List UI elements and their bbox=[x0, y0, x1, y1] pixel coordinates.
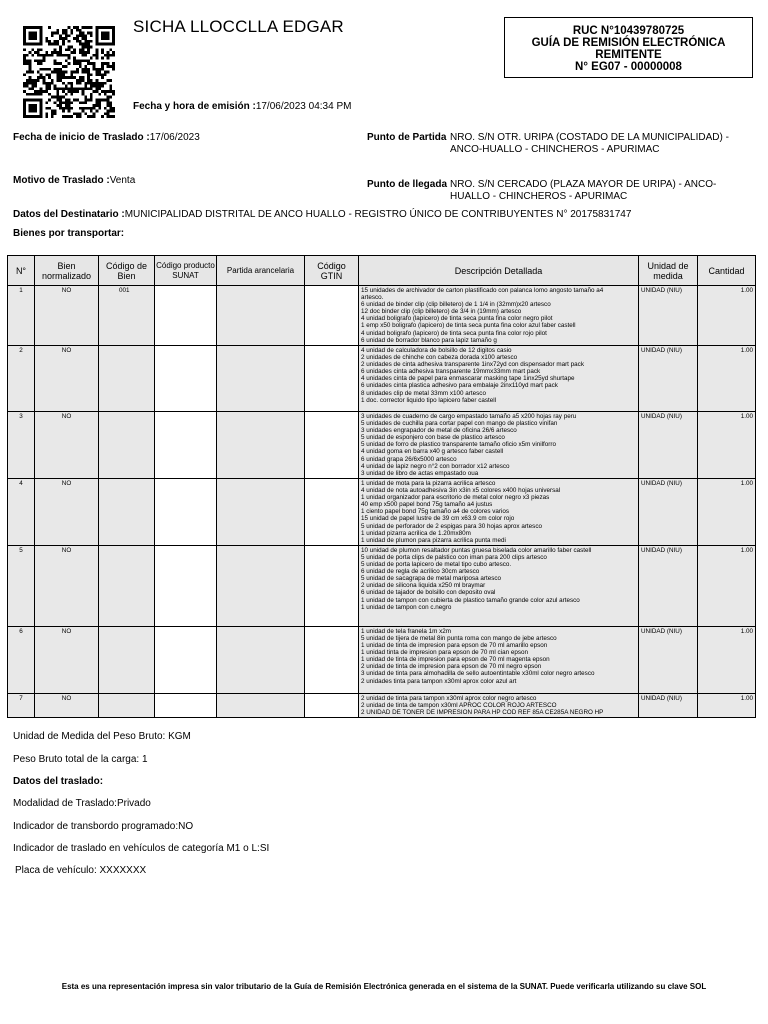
description-line: 5 unidad de forro de plastico transparente tamaño oficio x5m vinilforro bbox=[361, 441, 556, 449]
tariff-code bbox=[217, 693, 305, 717]
normalized-flag: NO bbox=[35, 626, 99, 693]
description-line: 2 unidad de tinta de impresion para epson de 70 ml negro epson bbox=[361, 663, 542, 671]
start-date-value: 17/06/2023 bbox=[149, 132, 200, 143]
table-row bbox=[8, 412, 756, 479]
quantity: 1.00 bbox=[698, 479, 756, 546]
description-line: 6 unidades cinta plastica adhesivo para embalaje 2inx110yd mart pack bbox=[361, 382, 558, 390]
description bbox=[359, 346, 639, 412]
col-header: Cantidad bbox=[698, 256, 756, 286]
description-line: 3 unidad de tinta para almohadilla de sello autoentintable x30ml color negro artesco bbox=[361, 670, 595, 678]
description-line: 2 unidades de cinta adhesiva transparente 1inx72yd con dispensador mart pack bbox=[361, 361, 584, 369]
emission-value: 17/06/2023 04:34 PM bbox=[255, 101, 352, 112]
document-title: GUÍA DE REMISIÓN ELECTRÓNICA bbox=[531, 37, 726, 49]
description bbox=[359, 545, 639, 626]
unit: UNIDAD (NIU) bbox=[639, 693, 698, 717]
document-number: N° EG07 - 00000008 bbox=[575, 61, 682, 73]
description-line: 15 unidad de papel lustre de 39 cm x63.9 cm color rojo bbox=[361, 515, 515, 523]
quantity: 1.00 bbox=[698, 412, 756, 479]
quantity: 1.00 bbox=[698, 286, 756, 346]
goods-table bbox=[7, 255, 756, 718]
unit: UNIDAD (NIU) bbox=[639, 346, 698, 412]
description-line: 2 unidades tinta para tampon x30ml aprox color azul art bbox=[361, 677, 517, 685]
item-code: 001 bbox=[99, 286, 155, 346]
document-id-box bbox=[504, 17, 753, 78]
gtin-code bbox=[305, 479, 359, 546]
description-line: 1 unidad de tinta de impresion para epson de 70 ml amarillo epson bbox=[361, 642, 548, 650]
description-line: 5 unidad de perforador de 2 espigas para 30 hojas aprox artesco bbox=[361, 522, 542, 530]
gtin-code bbox=[305, 626, 359, 693]
gtin-code bbox=[305, 545, 359, 626]
description-line: 1 doc. corrector liquido tipo lapicero faber castell bbox=[361, 396, 497, 404]
description-line: 6 unidad grapa 26/6x5000 artesco bbox=[361, 455, 457, 463]
description-line: 5 unidad de esponjero con base de plastico artesco bbox=[361, 434, 505, 442]
description-line: 1 unidad de mota para la pizarra acrilica artesco bbox=[361, 480, 496, 487]
item-code bbox=[99, 346, 155, 412]
emission-label: Fecha y hora de emisión : bbox=[133, 101, 256, 112]
col-header: Código producto SUNAT bbox=[155, 256, 217, 286]
transfer-data-title: Datos del traslado: bbox=[13, 776, 104, 787]
description-line: 5 unidades de cuchilla para cortar papel con mango de plastico vinifan bbox=[361, 420, 558, 428]
description-line: 3 unidades de cuaderno de cargo empastado tamaño a5 x200 hojas ray peru bbox=[361, 413, 577, 420]
table-row bbox=[8, 346, 756, 412]
emission-date bbox=[133, 101, 351, 112]
tariff-code bbox=[217, 545, 305, 626]
table-row bbox=[8, 693, 756, 717]
description-line: 3 unidad de libro de actas empastado oua bbox=[361, 469, 479, 477]
sunat-code bbox=[155, 286, 217, 346]
description-line: 1 unidad pizarra acrilica de 1.20mx80m bbox=[361, 529, 471, 537]
description-line: 4 unidad de nota autoadhesiva 3in x3in x5 colores x400 hojas universal bbox=[361, 487, 561, 495]
gtin-code bbox=[305, 346, 359, 412]
description-line: 1 unidad tinta de impresion para epson de 70 ml cian epson bbox=[361, 649, 528, 657]
item-code bbox=[99, 412, 155, 479]
row-number: 5 bbox=[8, 545, 35, 626]
gtin-code bbox=[305, 412, 359, 479]
description-line: 1 unidad de tampon con cubierta de plastico tamaño grande color azul artesco bbox=[361, 596, 580, 604]
recipient-value: MUNICIPALIDAD DISTRITAL DE ANCO HUALLO - REGISTRO ÚNICO DE CONTRIBUYENTES N° 20175831747 bbox=[124, 209, 632, 220]
unit: UNIDAD (NIU) bbox=[639, 545, 698, 626]
col-header: Unidad de medida bbox=[639, 256, 698, 286]
ruc-number: RUC N°10439780725 bbox=[572, 25, 685, 37]
qr-code bbox=[20, 26, 118, 118]
table-header-row bbox=[8, 256, 756, 286]
description-line: 4 unidad de calculadora de bolsillo de 12 digitos casio bbox=[361, 347, 512, 354]
tariff-code bbox=[217, 412, 305, 479]
row-number: 3 bbox=[8, 412, 35, 479]
row-number: 4 bbox=[8, 479, 35, 546]
gtin-code bbox=[305, 286, 359, 346]
tariff-code bbox=[217, 626, 305, 693]
description-line: 1 ciento papel bond 75g tamaño a4 de colores varios bbox=[361, 508, 510, 516]
normalized-flag: NO bbox=[35, 545, 99, 626]
recipient-label: Datos del Destinatario : bbox=[13, 209, 125, 220]
description-line: 6 unidad de binder clip (clip billetero) de 1 1/4 in (32mm)x20 artesco bbox=[361, 301, 551, 309]
description-line: 2 unidad de tinta de tampon x30ml APROC COLOR ROJO ARTESCO bbox=[361, 701, 557, 709]
description-line: 1 unidad organizador para escritorio de metal color negro x3 piezas bbox=[361, 494, 550, 502]
col-header: Bien normalizado bbox=[35, 256, 99, 286]
row-number: 6 bbox=[8, 626, 35, 693]
description-line: 12 doc binder clip (clip billetero) de 3/4 in (19mm) artesco bbox=[361, 308, 522, 316]
recipient bbox=[13, 209, 631, 220]
start-date bbox=[13, 132, 200, 143]
item-code bbox=[99, 693, 155, 717]
description-line: 1 unidad de tinta de impresion para epson de 70 ml magenta epson bbox=[361, 656, 550, 664]
transfer-motive bbox=[13, 175, 135, 186]
table-row bbox=[8, 479, 756, 546]
description bbox=[359, 412, 639, 479]
quantity: 1.00 bbox=[698, 693, 756, 717]
motive-label: Motivo de Traslado : bbox=[13, 175, 110, 186]
goods-heading: Bienes por transportar: bbox=[13, 228, 125, 239]
item-code bbox=[99, 545, 155, 626]
description-line: 5 unidad de tijera de metal 8in punta roma con mango de jebe artesco bbox=[361, 634, 557, 642]
vehicle-plate: Placa de vehículo: XXXXXXX bbox=[15, 865, 147, 876]
arrival-label: Punto de llegada bbox=[367, 179, 448, 190]
description-line: 4 unidades cinta de papel para enmascarar masking tape 1inx25yd shurtape bbox=[361, 375, 575, 383]
quantity: 1.00 bbox=[698, 545, 756, 626]
description-line: 6 unidad de regla de acrilico 30cm artesco bbox=[361, 568, 480, 576]
weight-unit: Unidad de Medida del Peso Bruto: KGM bbox=[13, 731, 191, 742]
tariff-code bbox=[217, 346, 305, 412]
col-header: Código GTIN bbox=[305, 256, 359, 286]
row-number: 1 bbox=[8, 286, 35, 346]
sunat-code bbox=[155, 626, 217, 693]
description-line: 2 unidades de chinche con cabeza dorada x100 artesco bbox=[361, 354, 518, 362]
description-line: 1 emp x50 boligrafo (lapicero) de tinta seca punta fina color azul faber castell bbox=[361, 322, 576, 330]
normalized-flag: NO bbox=[35, 286, 99, 346]
tariff-code bbox=[217, 479, 305, 546]
normalized-flag: NO bbox=[35, 693, 99, 717]
description-line: 5 unidad de porta clips de palstico con iman para 200 clips artesco bbox=[361, 553, 547, 561]
description-line: 4 unidad de lapiz negro n°2 con borrador x12 artesco bbox=[361, 462, 510, 470]
col-header: Descripción Detallada bbox=[359, 256, 639, 286]
normalized-flag: NO bbox=[35, 479, 99, 546]
sunat-code bbox=[155, 412, 217, 479]
item-code bbox=[99, 479, 155, 546]
description-line: 5 unidad de sacagrapa de metal mariposa artesco bbox=[361, 575, 502, 583]
sunat-code bbox=[155, 693, 217, 717]
weight-total: Peso Bruto total de la carga: 1 bbox=[13, 754, 148, 765]
description bbox=[359, 626, 639, 693]
description-line: 2 UNIDAD DE TONER DE IMPRESION PARA HP COD REF 85A CE285A NEGRO HP bbox=[361, 709, 604, 717]
normalized-flag: NO bbox=[35, 346, 99, 412]
description-line: 15 unidades de archivador de carton plastificado con palanca lomo angosto tamaño a4 bbox=[361, 287, 604, 294]
unit: UNIDAD (NIU) bbox=[639, 286, 698, 346]
transfer-modality: Modalidad de Traslado:Privado bbox=[13, 798, 151, 809]
unit: UNIDAD (NIU) bbox=[639, 626, 698, 693]
footer-note: Esta es una representación impresa sin valor tributario de la Guía de Remisión Electrónica generada en el sistema de la SUNAT. Puede verificarla utilizando su clave SOL bbox=[61, 982, 707, 991]
description-line: 6 unidad de tajador de bolsillo con deposito oval bbox=[361, 589, 496, 597]
description bbox=[359, 479, 639, 546]
quantity: 1.00 bbox=[698, 346, 756, 412]
origin-value: NRO. S/N OTR. URIPA (COSTADO DE LA MUNICIPALIDAD) - ANCO-HUALLO - CHINCHEROS - APURIMAC bbox=[450, 132, 729, 155]
description-line: artesco. bbox=[361, 294, 384, 302]
motive-value: Venta bbox=[109, 175, 136, 186]
arrival-value: NRO. S/N CERCADO (PLAZA MAYOR DE URIPA) - ANCO-HUALLO - CHINCHEROS - APURIMAC bbox=[450, 179, 717, 202]
sunat-code bbox=[155, 346, 217, 412]
description-line: 10 unidad de plumon resaltador puntas gruesa biselada color amarillo faber castell bbox=[361, 546, 592, 554]
description bbox=[359, 693, 639, 717]
description-line: 40 emp x500 papel bond 75g tamaño a4 justus bbox=[361, 501, 493, 509]
quantity: 1.00 bbox=[698, 626, 756, 693]
description-line: 4 unidad goma en barra x40 g artesco faber castell bbox=[361, 448, 504, 456]
unit: UNIDAD (NIU) bbox=[639, 479, 698, 546]
col-header: Código de Bien bbox=[99, 256, 155, 286]
description-line: 6 unidades cinta adhesiva transparente 19mmx33mm mart pack bbox=[361, 368, 541, 376]
col-header: N° bbox=[8, 256, 35, 286]
gtin-code bbox=[305, 693, 359, 717]
table-row bbox=[8, 286, 756, 346]
sunat-code bbox=[155, 545, 217, 626]
m1-indicator: Indicador de traslado en vehículos de categoría M1 o L:SI bbox=[13, 843, 270, 854]
description-line: 2 unidad de silicona liquida x250 ml braymar bbox=[361, 582, 486, 590]
unit: UNIDAD (NIU) bbox=[639, 412, 698, 479]
transshipment-indicator: Indicador de transbordo programado:NO bbox=[13, 821, 194, 832]
description-line: 1 unidad de plumon para pizarra acrilica punta medi bbox=[361, 536, 506, 544]
table-row bbox=[8, 545, 756, 626]
table-row bbox=[8, 626, 756, 693]
description-line: 6 unidad de borrador blanco para lapiz tamaño g bbox=[361, 336, 497, 344]
description-line: 2 unidad de tinta para tampon x30ml aprox color negro artesco bbox=[361, 694, 537, 702]
description-line: 1 unidad de tampon con c.negro bbox=[361, 603, 452, 611]
normalized-flag: NO bbox=[35, 412, 99, 479]
description-line: 1 unidad de tela franela 1m x2m bbox=[361, 627, 451, 635]
description-line: 8 unidades clip de metal 33mm x100 artesco bbox=[361, 389, 486, 397]
description bbox=[359, 286, 639, 346]
company-name: SICHA LLOCCLLA EDGAR bbox=[133, 17, 344, 36]
row-number: 7 bbox=[8, 693, 35, 717]
sunat-code bbox=[155, 479, 217, 546]
description-line: 5 unidad de porta lapicero de metal tipo cubo artesco. bbox=[361, 561, 512, 569]
description-line: 4 unidad boligrafo (lapicero) de tinta seca punta fina color negro pilot bbox=[361, 315, 553, 323]
description-line: 3 unidades engrapador de metal de oficina 26/6 artesco bbox=[361, 427, 517, 435]
document-subtitle: REMITENTE bbox=[595, 49, 662, 61]
origin-label: Punto de Partida bbox=[367, 132, 447, 143]
tariff-code bbox=[217, 286, 305, 346]
description-line: 4 unidad boligrafo (lapicero) de tinta seca punta fina color rojo pilot bbox=[361, 329, 547, 337]
col-header: Partida arancelaria bbox=[217, 256, 305, 286]
row-number: 2 bbox=[8, 346, 35, 412]
item-code bbox=[99, 626, 155, 693]
start-date-label: Fecha de inicio de Traslado : bbox=[13, 132, 150, 143]
